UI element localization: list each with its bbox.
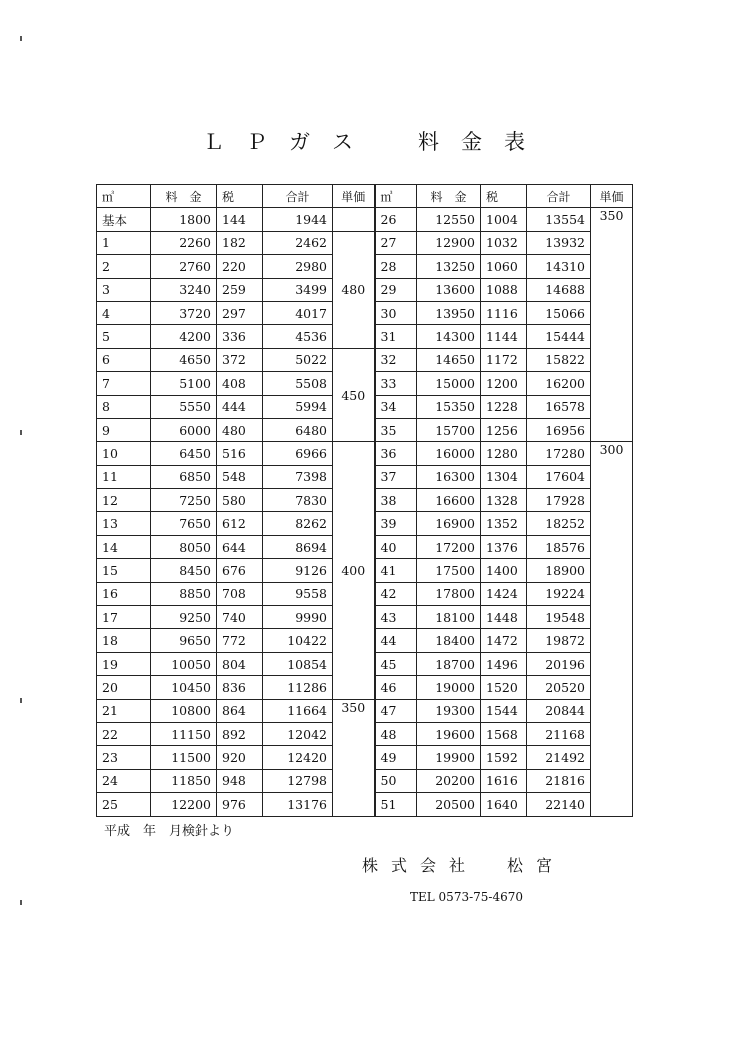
cell-quantity: 5	[97, 325, 151, 348]
cell-total: 9990	[263, 606, 333, 629]
cell-total: 3499	[263, 278, 333, 301]
cell-fee: 11850	[151, 769, 217, 792]
cell-total: 20520	[527, 676, 591, 699]
cell-fee: 17800	[417, 582, 481, 605]
cell-tax: 1032	[481, 231, 527, 254]
cell-quantity: 48	[375, 722, 417, 745]
unit-price-cell: 350	[333, 699, 375, 816]
cell-total: 18576	[527, 535, 591, 558]
cell-total: 17604	[527, 465, 591, 488]
cell-quantity: 46	[375, 676, 417, 699]
cell-quantity: 50	[375, 769, 417, 792]
cell-total: 2462	[263, 231, 333, 254]
cell-tax: 1520	[481, 676, 527, 699]
cell-tax: 548	[217, 465, 263, 488]
cell-tax: 976	[217, 793, 263, 816]
cell-fee: 8450	[151, 559, 217, 582]
cell-quantity: 31	[375, 325, 417, 348]
cell-tax: 1228	[481, 395, 527, 418]
cell-total: 17928	[527, 489, 591, 512]
cell-quantity: 33	[375, 372, 417, 395]
cell-total: 22140	[527, 793, 591, 816]
cell-tax: 1352	[481, 512, 527, 535]
cell-fee: 4200	[151, 325, 217, 348]
cell-quantity: 51	[375, 793, 417, 816]
cell-fee: 20200	[417, 769, 481, 792]
cell-fee: 15350	[417, 395, 481, 418]
header-qty: ㎥	[375, 185, 417, 208]
cell-tax: 772	[217, 629, 263, 652]
cell-total: 12798	[263, 769, 333, 792]
cell-fee: 19900	[417, 746, 481, 769]
cell-fee: 4650	[151, 348, 217, 371]
header-tax: 税	[481, 185, 527, 208]
cell-total: 21492	[527, 746, 591, 769]
cell-quantity: 14	[97, 535, 151, 558]
cell-total: 10422	[263, 629, 333, 652]
cell-total: 13554	[527, 208, 591, 231]
cell-tax: 1640	[481, 793, 527, 816]
cell-total: 19872	[527, 629, 591, 652]
cell-quantity: 13	[97, 512, 151, 535]
cell-total: 14310	[527, 255, 591, 278]
cell-fee: 7650	[151, 512, 217, 535]
cell-tax: 1256	[481, 418, 527, 441]
cell-total: 16956	[527, 418, 591, 441]
cell-quantity: 28	[375, 255, 417, 278]
cell-total: 10854	[263, 652, 333, 675]
cell-fee: 2760	[151, 255, 217, 278]
cell-tax: 1172	[481, 348, 527, 371]
unit-price-cell: 480	[333, 231, 375, 348]
cell-quantity: 23	[97, 746, 151, 769]
header-unit-price: 単価	[333, 185, 375, 208]
cell-fee: 16900	[417, 512, 481, 535]
cell-tax: 1060	[481, 255, 527, 278]
scan-mark	[20, 430, 22, 435]
cell-quantity: 6	[97, 348, 151, 371]
header-fee: 料 金	[151, 185, 217, 208]
cell-fee: 18400	[417, 629, 481, 652]
cell-quantity: 26	[375, 208, 417, 231]
header-unit-price: 単価	[591, 185, 633, 208]
cell-fee: 13950	[417, 301, 481, 324]
cell-total: 20844	[527, 699, 591, 722]
cell-tax: 259	[217, 278, 263, 301]
cell-quantity: 16	[97, 582, 151, 605]
header-tax: 税	[217, 185, 263, 208]
cell-quantity: 29	[375, 278, 417, 301]
cell-quantity: 10	[97, 442, 151, 465]
cell-total: 5508	[263, 372, 333, 395]
cell-total: 2980	[263, 255, 333, 278]
cell-total: 5994	[263, 395, 333, 418]
cell-quantity: 38	[375, 489, 417, 512]
cell-quantity: 1	[97, 231, 151, 254]
cell-quantity: 24	[97, 769, 151, 792]
cell-tax: 444	[217, 395, 263, 418]
unit-price-cell: 350	[591, 208, 633, 442]
cell-total: 17280	[527, 442, 591, 465]
cell-fee: 18700	[417, 652, 481, 675]
cell-fee: 5100	[151, 372, 217, 395]
cell-fee: 9250	[151, 606, 217, 629]
cell-total: 12420	[263, 746, 333, 769]
cell-tax: 1400	[481, 559, 527, 582]
cell-tax: 1592	[481, 746, 527, 769]
telephone-number: TEL 0573-75-4670	[410, 890, 524, 904]
cell-tax: 408	[217, 372, 263, 395]
cell-tax: 1544	[481, 699, 527, 722]
cell-quantity: 36	[375, 442, 417, 465]
cell-total: 6966	[263, 442, 333, 465]
cell-tax: 1088	[481, 278, 527, 301]
cell-tax: 1280	[481, 442, 527, 465]
cell-tax: 1496	[481, 652, 527, 675]
cell-quantity: 19	[97, 652, 151, 675]
cell-total: 15444	[527, 325, 591, 348]
cell-total: 9558	[263, 582, 333, 605]
cell-tax: 372	[217, 348, 263, 371]
cell-fee: 10450	[151, 676, 217, 699]
cell-fee: 16000	[417, 442, 481, 465]
cell-quantity: 20	[97, 676, 151, 699]
cell-quantity: 18	[97, 629, 151, 652]
cell-fee: 12550	[417, 208, 481, 231]
company-name: 株式会社 松宮	[362, 856, 566, 875]
cell-tax: 336	[217, 325, 263, 348]
cell-fee: 6850	[151, 465, 217, 488]
page-title: ＬＰガス 料金表	[203, 130, 547, 154]
cell-fee: 6000	[151, 418, 217, 441]
cell-total: 12042	[263, 722, 333, 745]
cell-quantity: 2	[97, 255, 151, 278]
cell-total: 15822	[527, 348, 591, 371]
cell-fee: 10050	[151, 652, 217, 675]
cell-fee: 19000	[417, 676, 481, 699]
cell-quantity: 12	[97, 489, 151, 512]
cell-quantity: 42	[375, 582, 417, 605]
cell-tax: 804	[217, 652, 263, 675]
cell-fee: 19600	[417, 722, 481, 745]
rate-table-body	[97, 208, 633, 816]
cell-quantity: 32	[375, 348, 417, 371]
cell-total: 7398	[263, 465, 333, 488]
table-row	[97, 208, 633, 231]
cell-quantity: 27	[375, 231, 417, 254]
cell-tax: 1568	[481, 722, 527, 745]
cell-fee: 16600	[417, 489, 481, 512]
cell-total: 18252	[527, 512, 591, 535]
cell-fee: 16300	[417, 465, 481, 488]
cell-quantity: 39	[375, 512, 417, 535]
table-row	[97, 231, 633, 254]
header-qty: ㎥	[97, 185, 151, 208]
cell-quantity: 35	[375, 418, 417, 441]
cell-quantity: 30	[375, 301, 417, 324]
cell-total: 18900	[527, 559, 591, 582]
cell-fee: 2260	[151, 231, 217, 254]
cell-quantity: 21	[97, 699, 151, 722]
cell-fee: 14650	[417, 348, 481, 371]
cell-total: 1944	[263, 208, 333, 231]
cell-quantity: 47	[375, 699, 417, 722]
cell-tax: 516	[217, 442, 263, 465]
cell-fee: 12900	[417, 231, 481, 254]
cell-tax: 836	[217, 676, 263, 699]
cell-fee: 13250	[417, 255, 481, 278]
cell-tax: 1376	[481, 535, 527, 558]
cell-tax: 708	[217, 582, 263, 605]
cell-tax: 297	[217, 301, 263, 324]
cell-tax: 948	[217, 769, 263, 792]
cell-fee: 18100	[417, 606, 481, 629]
cell-total: 21168	[527, 722, 591, 745]
cell-total: 5022	[263, 348, 333, 371]
cell-tax: 480	[217, 418, 263, 441]
cell-tax: 740	[217, 606, 263, 629]
header-total: 合計	[263, 185, 333, 208]
cell-fee: 3240	[151, 278, 217, 301]
header-total: 合計	[527, 185, 591, 208]
cell-fee: 7250	[151, 489, 217, 512]
cell-total: 7830	[263, 489, 333, 512]
cell-fee: 20500	[417, 793, 481, 816]
cell-quantity: 25	[97, 793, 151, 816]
cell-tax: 1616	[481, 769, 527, 792]
cell-total: 20196	[527, 652, 591, 675]
cell-quantity: 11	[97, 465, 151, 488]
cell-tax: 1116	[481, 301, 527, 324]
cell-tax: 580	[217, 489, 263, 512]
cell-tax: 1424	[481, 582, 527, 605]
cell-total: 9126	[263, 559, 333, 582]
cell-tax: 182	[217, 231, 263, 254]
header-row	[97, 185, 633, 208]
cell-fee: 17500	[417, 559, 481, 582]
cell-quantity: 15	[97, 559, 151, 582]
cell-tax: 1448	[481, 606, 527, 629]
cell-tax: 144	[217, 208, 263, 231]
cell-fee: 10800	[151, 699, 217, 722]
cell-quantity: 基本	[97, 208, 151, 231]
cell-fee: 9650	[151, 629, 217, 652]
cell-total: 4017	[263, 301, 333, 324]
cell-total: 15066	[527, 301, 591, 324]
cell-fee: 14300	[417, 325, 481, 348]
cell-tax: 1472	[481, 629, 527, 652]
cell-tax: 920	[217, 746, 263, 769]
cell-fee: 11150	[151, 722, 217, 745]
cell-quantity: 8	[97, 395, 151, 418]
cell-fee: 8050	[151, 535, 217, 558]
cell-quantity: 4	[97, 301, 151, 324]
cell-fee: 13600	[417, 278, 481, 301]
cell-quantity: 7	[97, 372, 151, 395]
cell-total: 4536	[263, 325, 333, 348]
unit-price-cell	[333, 208, 375, 231]
cell-tax: 1328	[481, 489, 527, 512]
cell-total: 6480	[263, 418, 333, 441]
cell-total: 13176	[263, 793, 333, 816]
cell-fee: 8850	[151, 582, 217, 605]
cell-tax: 1200	[481, 372, 527, 395]
footnote: 平成 年 月検針より	[104, 824, 235, 839]
cell-fee: 15000	[417, 372, 481, 395]
unit-price-cell: 450	[333, 348, 375, 442]
cell-total: 14688	[527, 278, 591, 301]
cell-quantity: 45	[375, 652, 417, 675]
cell-quantity: 49	[375, 746, 417, 769]
cell-total: 8262	[263, 512, 333, 535]
cell-tax: 892	[217, 722, 263, 745]
header-fee: 料 金	[417, 185, 481, 208]
unit-price-cell: 400	[333, 442, 375, 699]
cell-total: 11286	[263, 676, 333, 699]
cell-tax: 612	[217, 512, 263, 535]
cell-tax: 644	[217, 535, 263, 558]
cell-total: 8694	[263, 535, 333, 558]
cell-quantity: 17	[97, 606, 151, 629]
cell-quantity: 22	[97, 722, 151, 745]
cell-tax: 864	[217, 699, 263, 722]
cell-tax: 1144	[481, 325, 527, 348]
cell-total: 11664	[263, 699, 333, 722]
cell-quantity: 34	[375, 395, 417, 418]
cell-quantity: 43	[375, 606, 417, 629]
scan-mark	[20, 900, 22, 905]
rate-table	[96, 184, 633, 817]
cell-tax: 676	[217, 559, 263, 582]
cell-quantity: 40	[375, 535, 417, 558]
scan-mark	[20, 36, 22, 41]
cell-total: 19224	[527, 582, 591, 605]
cell-fee: 6450	[151, 442, 217, 465]
cell-total: 16578	[527, 395, 591, 418]
cell-fee: 5550	[151, 395, 217, 418]
table-row	[97, 699, 633, 722]
table-row	[97, 442, 633, 465]
cell-quantity: 3	[97, 278, 151, 301]
unit-price-cell: 300	[591, 442, 633, 816]
cell-fee: 11500	[151, 746, 217, 769]
cell-total: 13932	[527, 231, 591, 254]
table-row	[97, 348, 633, 371]
cell-fee: 1800	[151, 208, 217, 231]
cell-total: 16200	[527, 372, 591, 395]
cell-total: 19548	[527, 606, 591, 629]
cell-fee: 3720	[151, 301, 217, 324]
cell-fee: 12200	[151, 793, 217, 816]
cell-fee: 15700	[417, 418, 481, 441]
cell-quantity: 41	[375, 559, 417, 582]
cell-quantity: 37	[375, 465, 417, 488]
scan-mark	[20, 698, 22, 703]
cell-fee: 17200	[417, 535, 481, 558]
cell-tax: 1004	[481, 208, 527, 231]
cell-total: 21816	[527, 769, 591, 792]
cell-fee: 19300	[417, 699, 481, 722]
cell-tax: 220	[217, 255, 263, 278]
cell-quantity: 9	[97, 418, 151, 441]
cell-tax: 1304	[481, 465, 527, 488]
cell-quantity: 44	[375, 629, 417, 652]
